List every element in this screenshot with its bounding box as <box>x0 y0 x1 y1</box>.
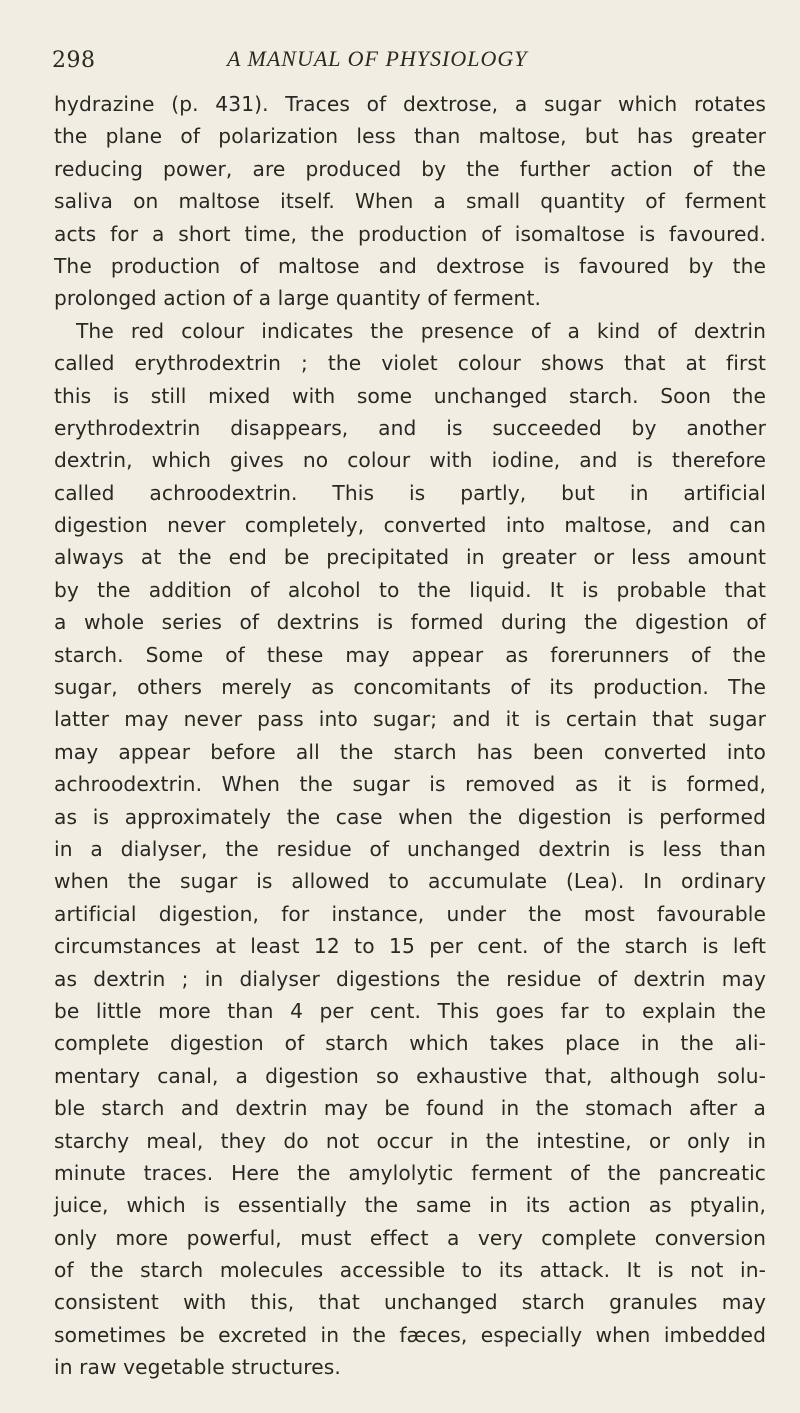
text-line: hydrazine (p. 431). Traces of dextrose, a sugar which rotates <box>54 92 766 116</box>
text-line: sugar, others merely as concomitants of its production. The <box>54 675 766 700</box>
text-line: be little more than 4 per cent. This goes far to explain the <box>54 998 766 1023</box>
text-line: latter may never pass into sugar; and it is certain that sugar <box>54 707 766 732</box>
text-line: acts for a short time, the production of isomaltose is favoured. <box>54 221 766 246</box>
text-line: starch. Some of these may appear as forerunners of the <box>54 642 766 667</box>
text-line: circumstances at least 12 to 15 per cent. of the starch is left <box>54 934 766 959</box>
text-line: consistent with this, that unchanged starch granules may <box>54 1290 766 1315</box>
running-title: A MANUAL OF PHYSIOLOGY <box>227 46 528 71</box>
text-line: complete digestion of starch which takes place in the ali- <box>54 1031 766 1056</box>
text-line: artificial digestion, for instance, under the most favourable <box>54 901 766 926</box>
text-line: this is still mixed with some unchanged starch. Soon the <box>54 383 766 408</box>
text-line: when the sugar is allowed to accumulate (Lea). In ordinary <box>54 869 766 894</box>
text-line: saliva on maltose itself. When a small quantity of ferment <box>54 189 766 214</box>
text-line: reducing power, are produced by the further action of the <box>54 156 766 181</box>
text-line: prolonged action of a large quantity of ferment. <box>54 286 541 311</box>
text-line: as dextrin ; in dialyser digestions the residue of dextrin may <box>54 966 766 991</box>
text-line: of the starch molecules accessible to its attack. It is not in- <box>54 1258 766 1283</box>
paragraph-start-line: The red colour indicates the presence of a kind of dextrin <box>76 318 766 343</box>
text-line: called erythrodextrin ; the violet colour shows that at first <box>54 351 766 376</box>
text-line: as is approximately the case when the digestion is performed <box>54 804 766 829</box>
text-line: erythrodextrin disappears, and is succeeded by another <box>54 415 766 440</box>
text-line: starchy meal, they do not occur in the intestine, or only in <box>54 1128 766 1153</box>
text-line: may appear before all the starch has been converted into <box>54 739 766 764</box>
text-line: minute traces. Here the amylolytic ferment of the pancreatic <box>54 1160 766 1185</box>
text-line: mentary canal, a digestion so exhaustive that, although solu- <box>54 1063 766 1088</box>
text-line: a whole series of dextrins is formed during the digestion of <box>54 610 766 635</box>
text-line: only more powerful, must effect a very complete conversion <box>54 1225 766 1250</box>
text-line: always at the end be precipitated in greater or less amount <box>54 545 766 570</box>
text-line: juice, which is essentially the same in its action as ptyalin, <box>54 1193 766 1218</box>
page-number: 298 <box>52 48 96 73</box>
text-line: The production of maltose and dextrose is favoured by the <box>54 253 766 278</box>
text-line: digestion never completely, converted into maltose, and can <box>54 513 766 538</box>
text-line: the plane of polarization less than maltose, but has greater <box>54 124 766 149</box>
text-line: ble starch and dextrin may be found in the stomach after a <box>54 1096 766 1121</box>
text-line: sometimes be excreted in the fæces, especially when imbedded <box>54 1322 766 1347</box>
text-line: dextrin, which gives no colour with iodine, and is therefore <box>54 448 766 473</box>
text-line: by the addition of alcohol to the liquid. It is probable that <box>54 577 766 602</box>
text-line: achroodextrin. When the sugar is removed as it is formed, <box>54 772 766 797</box>
text-line: called achroodextrin. This is partly, but in artificial <box>54 480 766 505</box>
body-text <box>54 88 766 1384</box>
text-line: in raw vegetable structures. <box>54 1355 341 1380</box>
running-head <box>52 40 752 73</box>
text-line: in a dialyser, the residue of unchanged dextrin is less than <box>54 836 766 861</box>
